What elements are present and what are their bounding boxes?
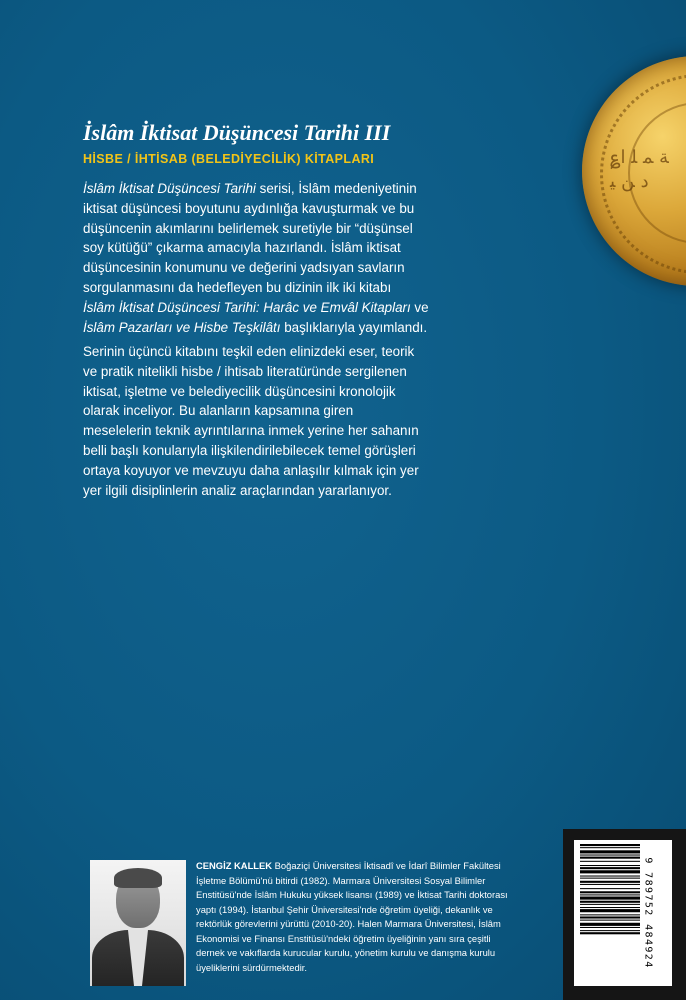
barcode-bar <box>580 847 640 848</box>
paragraph-1-line <box>83 238 455 258</box>
barcode-bar <box>580 870 640 873</box>
paragraph-2-line: olarak inceliyor. Bu alanların kapsamına giren <box>83 403 354 419</box>
paragraph-1-line <box>83 278 455 298</box>
barcode-bar <box>580 920 640 921</box>
text-segment: başlıklarıyla yayımlandı. <box>280 319 428 335</box>
author-bio-first-text: Boğaziçi Üniversitesi İktisadî ve İdarî Bilimler Fakültesi <box>272 860 501 871</box>
barcode-bar <box>580 884 640 885</box>
author-photo <box>90 860 186 986</box>
author-bio-line: Ekonomisi ve Finansı Enstitüsü'ndeki öğretim üyeliğinin yanı sıra çeşitli <box>196 932 491 944</box>
text-segment: iktisat düşüncesi boyutunu aydınlığa kavuşturmak ve bu <box>83 200 415 216</box>
text-segment: ve <box>410 299 429 315</box>
barcode-bar <box>580 932 640 934</box>
author-bio-line: üyeliklerini sürdürmektedir. <box>196 961 307 973</box>
barcode-bar <box>580 876 640 877</box>
book-subtitle: HİSBE / İHTİSAB (BELEDİYECİLİK) KİTAPLARI <box>83 152 375 166</box>
text-segment: düşüncenin akımlarını belirlemek suretiyle bir “düşünsel <box>83 220 413 236</box>
author-bio-line: dernek ve vakıflarda kurucular kurulu, yönetim kurulu ve danışma kurulu <box>196 947 496 958</box>
book-title: İslâm İktisat Düşüncesi Tarihi III <box>83 120 391 145</box>
barcode-bar <box>580 867 640 869</box>
barcode-bar <box>580 888 640 889</box>
text-segment: soy kütüğü” çıkarma amacıyla hazırlandı. İslâm iktisat <box>83 240 401 256</box>
paragraph-2-line: meselelerin teknik ayrıntılarına inmek yerine her sahanın <box>83 423 419 439</box>
text-segment: düşüncesinin konumunu ve değerini yadsıyan savların <box>83 260 405 276</box>
author-bio-line: İşletme Bölümü'nü bitirdi (1982). Marmara Üniversitesi Sosyal Bilimler <box>196 874 486 886</box>
barcode-bar <box>580 904 640 905</box>
barcode-bar <box>580 857 640 859</box>
description-paragraph-2 <box>83 342 455 500</box>
gold-coin-image <box>582 56 686 286</box>
barcode-bar <box>580 881 640 883</box>
text-segment: sorgulanmasını da hedefleyen bu dizinin ilk iki kitabı <box>83 279 392 295</box>
barcode-bar <box>580 914 640 915</box>
paragraph-2-line: yer ilgili disiplinlerin analiz araçlarından yararlanıyor. <box>83 482 392 498</box>
description-paragraph-1 <box>83 179 455 337</box>
paragraph-2-line: belli başlı konularıyla ilişkilendirilebilecek temel görüşleri <box>83 442 416 458</box>
barcode-bar <box>580 923 640 926</box>
barcode-bar <box>580 850 640 853</box>
italic-book-title: İslâm İktisat Düşüncesi Tarihi: Harâc ve Emvâl Kitapları <box>83 299 411 315</box>
barcode-bar <box>580 897 640 900</box>
coin-inscription-decoration: ؏ﺔ ﻤ ﻠ ﺍ ﺩ ﻦ ﻴ <box>610 147 669 192</box>
paragraph-1-line <box>83 258 455 278</box>
barcode-bars <box>580 844 640 982</box>
italic-book-title: İslâm Pazarları ve Hisbe Teşkilâtı <box>83 319 281 335</box>
barcode-bar <box>580 891 640 893</box>
barcode-bar <box>580 909 640 912</box>
barcode-bar <box>580 855 640 856</box>
author-bio-line: yaptı (1994). İstanbul Şehir Üniversitesi'nde öğretim üyeliği, dekanlık ve <box>196 903 493 915</box>
author-name: CENGİZ KALLEK <box>196 860 273 871</box>
paragraph-1-line <box>83 199 455 219</box>
paragraph-2-line: Serinin üçüncü kitabını teşkil eden elinizdeki eser, teorik <box>83 344 415 359</box>
author-bio-line: Enstitüsü'nde İslâm Hukuku yüksek lisansı (1989) ve İktisat Tarihi doktorası <box>196 889 508 900</box>
italic-book-title: İslâm İktisat Düşüncesi Tarihi <box>83 181 256 196</box>
author-bio <box>196 859 556 975</box>
barcode-bar <box>580 844 640 846</box>
author-bio-lines <box>196 874 556 976</box>
paragraph-1-line <box>83 179 455 199</box>
author-bio-line: rektörlük görevlerini yürüttü (2010-20). Halen Marmara Üniversitesi, İslâm <box>196 918 501 929</box>
text-segment: serisi, İslâm medeniyetinin <box>255 181 417 196</box>
paragraph-1-line <box>83 298 455 318</box>
barcode-bar <box>580 930 640 931</box>
author-bio-first-line <box>196 859 556 874</box>
barcode-bar <box>580 907 640 908</box>
barcode-bar <box>580 861 640 862</box>
author-photo-hair <box>114 868 162 888</box>
barcode-bar <box>580 916 640 918</box>
barcode-bar <box>580 901 640 903</box>
paragraph-2-line: iktisat, işletme ve belediyecilik düşüncesini kronolojik <box>83 383 396 399</box>
paragraph-1-line <box>83 219 455 239</box>
isbn-barcode <box>574 840 672 986</box>
barcode-bar <box>580 865 640 866</box>
paragraph-2-line: ve pratik nitelikli hisbe / ihtisab literatüründe sergilenen <box>83 363 407 379</box>
isbn-digits: 9 789752 484924 <box>642 857 654 969</box>
barcode-bar <box>580 894 640 895</box>
paragraph-2-line: ortaya koyuyor ve mevzuyu daha anlaşılır kılmak için yer <box>83 462 419 478</box>
barcode-bar <box>580 878 640 879</box>
paragraph-1-line <box>83 318 455 338</box>
barcode-bar <box>580 927 640 928</box>
